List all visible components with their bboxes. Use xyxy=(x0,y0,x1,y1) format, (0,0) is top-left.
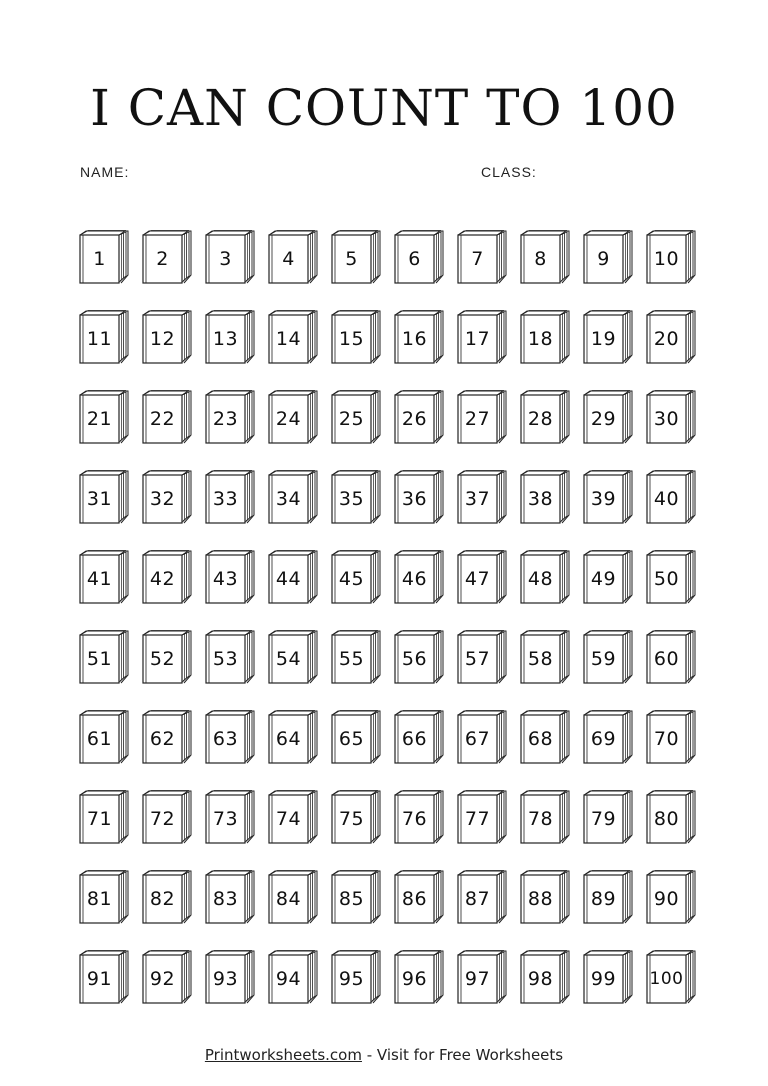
book-icon xyxy=(643,229,695,283)
book-number: 57 xyxy=(464,648,491,670)
book-number: 48 xyxy=(527,568,554,590)
book-number: 86 xyxy=(401,888,428,910)
book-icon xyxy=(265,389,317,443)
book-number: 63 xyxy=(212,728,239,750)
book-icon xyxy=(643,549,695,603)
book-number: 40 xyxy=(653,488,680,510)
book-number: 55 xyxy=(338,648,365,670)
book-number: 19 xyxy=(590,328,617,350)
book-icon xyxy=(643,389,695,443)
book-icon xyxy=(454,229,506,283)
book-number: 31 xyxy=(86,488,113,510)
book-number: 43 xyxy=(212,568,239,590)
book-number: 23 xyxy=(212,408,239,430)
book-number: 41 xyxy=(86,568,113,590)
book-number: 37 xyxy=(464,488,491,510)
book-number: 11 xyxy=(86,328,113,350)
book-icon xyxy=(328,549,380,603)
book-icon xyxy=(391,549,443,603)
book-number: 82 xyxy=(149,888,176,910)
book-number: 30 xyxy=(653,408,680,430)
book-icon xyxy=(328,629,380,683)
book-icon xyxy=(202,309,254,363)
book-number: 33 xyxy=(212,488,239,510)
book-icon xyxy=(265,469,317,523)
book-number: 52 xyxy=(149,648,176,670)
book-number: 91 xyxy=(86,968,113,990)
book-icon xyxy=(328,309,380,363)
book-icon xyxy=(265,309,317,363)
book-number: 68 xyxy=(527,728,554,750)
book-icon xyxy=(643,709,695,763)
book-number: 27 xyxy=(464,408,491,430)
book-icon xyxy=(517,789,569,843)
book-icon xyxy=(202,389,254,443)
book-number: 71 xyxy=(86,808,113,830)
book-number: 10 xyxy=(653,248,680,270)
book-number: 36 xyxy=(401,488,428,510)
book-number: 95 xyxy=(338,968,365,990)
book-icon xyxy=(76,229,128,283)
name-field-label: NAME: xyxy=(80,164,130,180)
book-icon xyxy=(517,309,569,363)
book-icon xyxy=(580,789,632,843)
book-number: 22 xyxy=(149,408,176,430)
book-number: 92 xyxy=(149,968,176,990)
book-icon xyxy=(328,389,380,443)
book-icon xyxy=(454,309,506,363)
book-icon xyxy=(202,869,254,923)
book-number: 65 xyxy=(338,728,365,750)
book-icon xyxy=(76,549,128,603)
book-number: 88 xyxy=(527,888,554,910)
book-number: 25 xyxy=(338,408,365,430)
footer-tagline: - Visit for Free Worksheets xyxy=(361,1046,564,1064)
book-icon xyxy=(139,229,191,283)
book-number: 77 xyxy=(464,808,491,830)
book-icon xyxy=(76,309,128,363)
book-icon xyxy=(391,229,443,283)
book-icon xyxy=(454,389,506,443)
book-icon xyxy=(76,469,128,523)
book-number: 72 xyxy=(149,808,176,830)
book-icon xyxy=(265,229,317,283)
book-number: 8 xyxy=(534,248,547,270)
book-icon xyxy=(517,549,569,603)
book-icon xyxy=(517,389,569,443)
book-icon xyxy=(202,789,254,843)
book-icon xyxy=(391,869,443,923)
book-number: 50 xyxy=(653,568,680,590)
book-icon xyxy=(202,949,254,1003)
book-icon xyxy=(328,869,380,923)
book-icon xyxy=(328,789,380,843)
class-field-label: CLASS: xyxy=(481,164,537,180)
book-icon xyxy=(265,549,317,603)
book-icon xyxy=(580,629,632,683)
book-number: 42 xyxy=(149,568,176,590)
book-icon xyxy=(643,869,695,923)
book-number: 20 xyxy=(653,328,680,350)
book-number: 21 xyxy=(86,408,113,430)
book-icon xyxy=(328,709,380,763)
book-number: 34 xyxy=(275,488,302,510)
book-icon xyxy=(202,469,254,523)
book-icon xyxy=(265,949,317,1003)
book-icon xyxy=(517,709,569,763)
book-icon xyxy=(454,949,506,1003)
book-number: 56 xyxy=(401,648,428,670)
book-number: 38 xyxy=(527,488,554,510)
book-icon xyxy=(391,309,443,363)
book-number: 44 xyxy=(275,568,302,590)
book-icon xyxy=(580,869,632,923)
book-icon xyxy=(580,229,632,283)
book-icon xyxy=(76,709,128,763)
book-icon xyxy=(643,789,695,843)
book-icon xyxy=(265,629,317,683)
book-number: 3 xyxy=(219,248,232,270)
book-number: 99 xyxy=(590,968,617,990)
book-icon xyxy=(202,549,254,603)
book-number: 26 xyxy=(401,408,428,430)
book-number: 89 xyxy=(590,888,617,910)
book-icon xyxy=(643,469,695,523)
footer xyxy=(0,1046,768,1064)
book-number: 51 xyxy=(86,648,113,670)
book-icon xyxy=(580,389,632,443)
book-icon xyxy=(265,789,317,843)
book-icon xyxy=(202,709,254,763)
book-icon xyxy=(643,629,695,683)
book-number: 2 xyxy=(156,248,169,270)
website-link[interactable]: Printworksheets.com xyxy=(204,1046,362,1064)
book-number: 54 xyxy=(275,648,302,670)
book-number: 93 xyxy=(212,968,239,990)
book-icon xyxy=(454,629,506,683)
book-icon xyxy=(139,309,191,363)
book-number: 5 xyxy=(345,248,358,270)
book-icon xyxy=(139,789,191,843)
book-number: 69 xyxy=(590,728,617,750)
book-icon xyxy=(76,629,128,683)
book-icon xyxy=(202,629,254,683)
book-number: 87 xyxy=(464,888,491,910)
book-number: 15 xyxy=(338,328,365,350)
book-number: 12 xyxy=(149,328,176,350)
book-icon xyxy=(76,949,128,1003)
book-icon xyxy=(391,389,443,443)
book-number: 16 xyxy=(401,328,428,350)
book-number: 90 xyxy=(653,888,680,910)
book-number: 35 xyxy=(338,488,365,510)
book-icon xyxy=(139,949,191,1003)
book-icon xyxy=(328,469,380,523)
book-number: 17 xyxy=(464,328,491,350)
book-icon xyxy=(517,869,569,923)
book-number: 46 xyxy=(401,568,428,590)
book-number: 66 xyxy=(401,728,428,750)
book-number: 73 xyxy=(212,808,239,830)
book-icon xyxy=(643,949,695,1003)
book-number: 94 xyxy=(275,968,302,990)
book-icon xyxy=(391,789,443,843)
book-icon xyxy=(580,549,632,603)
book-number: 28 xyxy=(527,408,554,430)
book-number: 100 xyxy=(649,969,684,989)
book-number: 81 xyxy=(86,888,113,910)
book-icon xyxy=(139,469,191,523)
book-icon xyxy=(517,629,569,683)
book-icon xyxy=(139,629,191,683)
book-number: 80 xyxy=(653,808,680,830)
book-number: 6 xyxy=(408,248,421,270)
book-icon xyxy=(76,869,128,923)
book-icon xyxy=(391,469,443,523)
book-number: 96 xyxy=(401,968,428,990)
book-number: 79 xyxy=(590,808,617,830)
book-icon xyxy=(580,709,632,763)
book-number: 74 xyxy=(275,808,302,830)
book-number: 14 xyxy=(275,328,302,350)
book-number: 70 xyxy=(653,728,680,750)
page-title: I CAN COUNT TO 100 xyxy=(90,79,678,137)
book-icon xyxy=(580,949,632,1003)
book-icon xyxy=(139,389,191,443)
book-icon xyxy=(265,869,317,923)
book-icon xyxy=(76,389,128,443)
book-icon xyxy=(454,549,506,603)
book-icon xyxy=(517,949,569,1003)
book-icon xyxy=(328,229,380,283)
book-number: 18 xyxy=(527,328,554,350)
book-number: 4 xyxy=(282,248,295,270)
book-number: 49 xyxy=(590,568,617,590)
book-number: 61 xyxy=(86,728,113,750)
number-grid xyxy=(76,229,692,1003)
book-icon xyxy=(391,949,443,1003)
book-icon xyxy=(139,549,191,603)
book-icon xyxy=(139,869,191,923)
book-icon xyxy=(328,949,380,1003)
book-number: 39 xyxy=(590,488,617,510)
book-number: 75 xyxy=(338,808,365,830)
book-number: 9 xyxy=(597,248,610,270)
book-number: 67 xyxy=(464,728,491,750)
book-icon xyxy=(580,469,632,523)
book-number: 7 xyxy=(471,248,484,270)
book-number: 58 xyxy=(527,648,554,670)
book-icon xyxy=(265,709,317,763)
book-number: 78 xyxy=(527,808,554,830)
book-number: 24 xyxy=(275,408,302,430)
book-number: 1 xyxy=(93,248,106,270)
book-icon xyxy=(139,709,191,763)
book-number: 84 xyxy=(275,888,302,910)
book-number: 29 xyxy=(590,408,617,430)
book-number: 62 xyxy=(149,728,176,750)
book-number: 97 xyxy=(464,968,491,990)
book-icon xyxy=(391,709,443,763)
book-number: 98 xyxy=(527,968,554,990)
book-number: 13 xyxy=(212,328,239,350)
book-number: 76 xyxy=(401,808,428,830)
book-icon xyxy=(454,789,506,843)
book-number: 45 xyxy=(338,568,365,590)
book-icon xyxy=(517,469,569,523)
book-icon xyxy=(202,229,254,283)
book-number: 53 xyxy=(212,648,239,670)
book-number: 59 xyxy=(590,648,617,670)
book-icon xyxy=(517,229,569,283)
book-icon xyxy=(454,709,506,763)
book-icon xyxy=(454,869,506,923)
book-number: 85 xyxy=(338,888,365,910)
book-icon xyxy=(580,309,632,363)
book-icon xyxy=(643,309,695,363)
book-number: 83 xyxy=(212,888,239,910)
book-number: 60 xyxy=(653,648,680,670)
book-number: 64 xyxy=(275,728,302,750)
book-number: 32 xyxy=(149,488,176,510)
book-icon xyxy=(454,469,506,523)
book-icon xyxy=(76,789,128,843)
book-number: 47 xyxy=(464,568,491,590)
book-icon xyxy=(391,629,443,683)
